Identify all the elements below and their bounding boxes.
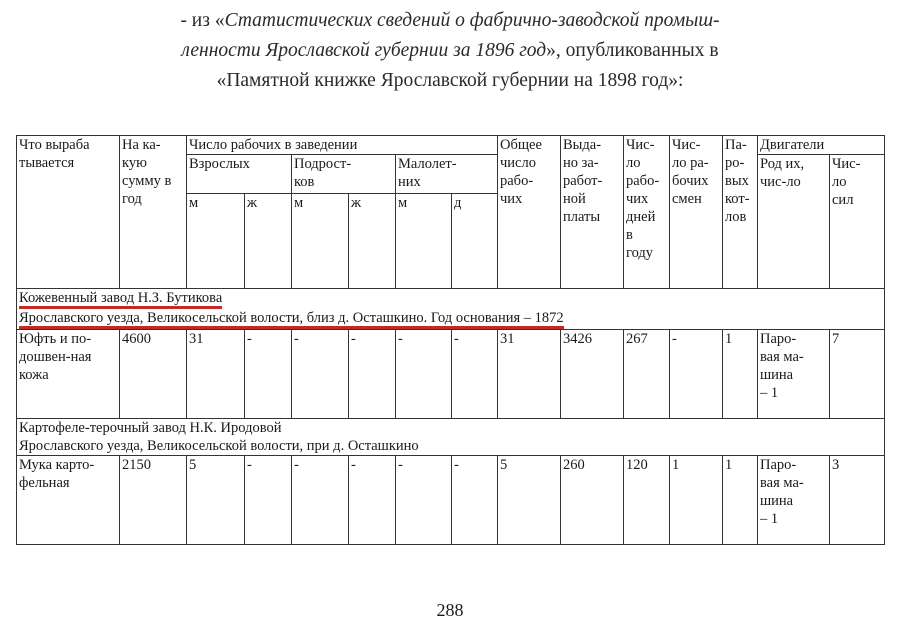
cell-adult-f: -: [245, 330, 292, 419]
header-wages: Выда- но за- работ- ной платы: [561, 136, 624, 289]
table-row: [17, 330, 885, 419]
header-minor-d: д: [452, 194, 498, 289]
section-location: Ярославского уезда, Великосельской волости, при д. Осташкино: [19, 438, 419, 454]
section-title: Кожевенный завод Н.З. Бутикова: [19, 290, 222, 309]
cell-adult-m: 31: [187, 330, 245, 419]
intro-line-1: - из «Статистических сведений о фабрично-заводской промыш-: [180, 10, 720, 31]
page-number: 288: [436, 600, 464, 620]
cell-minor-f: -: [452, 330, 498, 419]
cell-teen-m: -: [292, 330, 349, 419]
intro-line-3: «Памятной книжке Ярославской губернии на 1898 год»:: [216, 70, 684, 91]
cell-boilers: 1: [723, 456, 758, 545]
cell-days: 120: [624, 456, 670, 545]
header-sum: На ка- кую сумму в год: [120, 136, 187, 289]
cell-shifts: 1: [670, 456, 723, 545]
header-workers-group: Число рабочих в заведении: [187, 136, 498, 155]
cell-wages: 3426: [561, 330, 624, 419]
header-boilers: Па- ро- вых кот- лов: [723, 136, 758, 289]
cell-minor-m: -: [396, 456, 452, 545]
cell-engine-hp: 3: [830, 456, 885, 545]
header-minors: Малолет- них: [396, 155, 498, 194]
cell-minor-m: -: [396, 330, 452, 419]
cell-engine-kind: Паро- вая ма- шина – 1: [758, 330, 830, 419]
header-engines-group: Двигатели: [758, 136, 885, 155]
header-teen-m: м: [292, 194, 349, 289]
section-row: [17, 289, 885, 330]
intro-text: [0, 6, 900, 96]
header-days: Чис- ло рабо- чих дней в году: [624, 136, 670, 289]
header-engine-hp: Чис- ло сил: [830, 155, 885, 289]
header-teen-f: ж: [349, 194, 396, 289]
cell-engine-hp: 7: [830, 330, 885, 419]
cell-teen-m: -: [292, 456, 349, 545]
cell-teen-f: -: [349, 330, 396, 419]
cell-total: 5: [498, 456, 561, 545]
header-minor-m: м: [396, 194, 452, 289]
cell-engine-kind: Паро- вая ма- шина – 1: [758, 456, 830, 545]
section-location: Ярославского уезда, Великосельской волости, близ д. Осташкино. Год основания – 1872: [19, 310, 564, 329]
header-adults: Взрослых: [187, 155, 292, 194]
table-row: [17, 456, 885, 545]
cell-product: Юфть и по- дошвен-ная кожа: [17, 330, 120, 419]
cell-wages: 260: [561, 456, 624, 545]
header-adult-m: м: [187, 194, 245, 289]
statistics-table: [16, 135, 885, 545]
section-row: [17, 419, 885, 456]
cell-minor-f: -: [452, 456, 498, 545]
cell-adult-f: -: [245, 456, 292, 545]
cell-total: 31: [498, 330, 561, 419]
cell-shifts: -: [670, 330, 723, 419]
header-total: Общее число рабо- чих: [498, 136, 561, 289]
header-adult-f: ж: [245, 194, 292, 289]
cell-days: 267: [624, 330, 670, 419]
cell-adult-m: 5: [187, 456, 245, 545]
header-shifts: Чис- ло ра- бочих смен: [670, 136, 723, 289]
intro-line-2: ленности Ярославской губернии за 1896 год», опубликованных в: [181, 40, 719, 61]
header-teens: Подрост- ков: [292, 155, 396, 194]
section-heading: [17, 419, 885, 456]
header-engine-kind: Род их, чис-ло: [758, 155, 830, 289]
header-row-1: [17, 136, 885, 155]
section-title: Картофеле-терочный завод Н.К. Иродовой: [19, 420, 282, 436]
cell-boilers: 1: [723, 330, 758, 419]
cell-sum: 2150: [120, 456, 187, 545]
cell-teen-f: -: [349, 456, 396, 545]
header-product: Что выраба тывается: [17, 136, 120, 289]
cell-product: Мука карто- фельная: [17, 456, 120, 545]
section-heading: [17, 289, 885, 330]
cell-sum: 4600: [120, 330, 187, 419]
